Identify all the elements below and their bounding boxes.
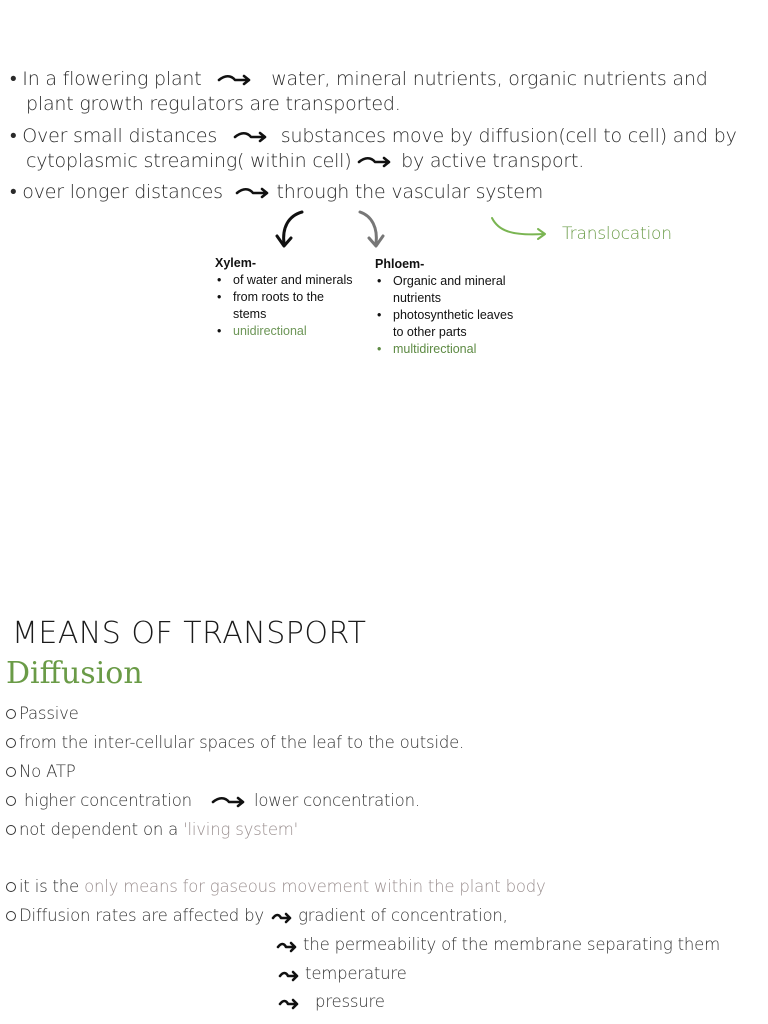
circle-bullet-icon [6,767,16,777]
xylem-item: • from roots to the stems [215,289,355,323]
arrow-icon [233,128,269,146]
curved-arrow-icon [272,208,312,252]
arrow-icon [271,909,293,925]
list-item [6,733,464,752]
factor-text: temperature [305,964,407,983]
phloem-item: • multidirectional [375,341,525,358]
list-item-text: higher concentration [24,791,192,810]
list-item [6,820,298,839]
factor-item [278,992,385,1011]
arrow-icon [276,938,298,954]
arrow-icon [217,71,253,89]
page-title: MEANS OF TRANSPORT [12,616,367,651]
list-item [6,762,76,781]
note-line-2 [10,125,737,148]
list-item [6,906,508,925]
arrow-icon [278,967,300,983]
list-item-text: it is the [19,877,80,896]
circle-bullet-icon [6,882,16,892]
list-item-text: Passive [19,704,79,723]
factor-item [278,964,407,983]
translocation-label: Translocation [562,224,672,244]
list-item-text: No ATP [19,762,76,781]
factor-text: pressure [315,992,385,1011]
phloem-item: • photosynthetic leaves to other parts [375,307,525,341]
list-item-faded-text: only means for gaseous movement within the plant body [84,877,546,896]
list-item [6,877,546,896]
circle-bullet-icon [6,825,16,835]
xylem-block [215,255,355,340]
list-item-faded-text: 'living system' [183,820,298,839]
arrow-icon [235,184,271,202]
circle-bullet-icon [6,911,16,921]
factor-text: the permeability of the membrane separating them [303,935,720,954]
note-text: • In a flowering plant [10,68,202,90]
note-line-1-cont: plant growth regulators are transported. [26,93,401,115]
arrow-icon [211,793,247,811]
arrow-icon [278,995,300,1011]
note-line-3 [10,181,543,204]
list-item [6,791,420,811]
curved-arrow-icon [354,208,394,252]
circle-bullet-icon [6,796,16,806]
factor-item [276,935,720,954]
note-text: substances move by diffusion(cell to cell) and by [280,125,737,147]
xylem-item: • unidirectional [215,323,355,340]
note-text: by active transport. [401,150,585,172]
list-item-text: Diffusion rates are affected by [19,906,264,925]
list-item-text: lower concentration. [254,791,420,810]
translocation-arrow-icon [488,214,552,244]
xylem-item: • of water and minerals [215,272,355,289]
phloem-title: Phloem- [375,257,425,271]
note-line-2-cont [26,150,584,172]
factor-text: gradient of concentration, [298,906,508,925]
list-item-text: from the inter-cellular spaces of the leaf to the outside. [19,733,465,752]
phloem-item: • Organic and mineral nutrients [375,273,525,307]
section-title: Diffusion [6,656,143,691]
circle-bullet-icon [6,709,16,719]
note-line-1 [10,68,708,91]
phloem-block [375,256,525,358]
note-text: • Over small distances [10,125,218,147]
xylem-title: Xylem- [215,256,256,270]
circle-bullet-icon [6,738,16,748]
arrow-icon [357,153,393,171]
note-text: water, mineral nutrients, organic nutrients and [271,68,708,90]
list-item-text: not dependent on a [19,820,179,839]
note-text: cytoplasmic streaming( within cell) [26,150,352,172]
note-text: through the vascular system [276,181,544,203]
note-text: • over longer distances [10,181,223,203]
list-item [6,704,79,723]
